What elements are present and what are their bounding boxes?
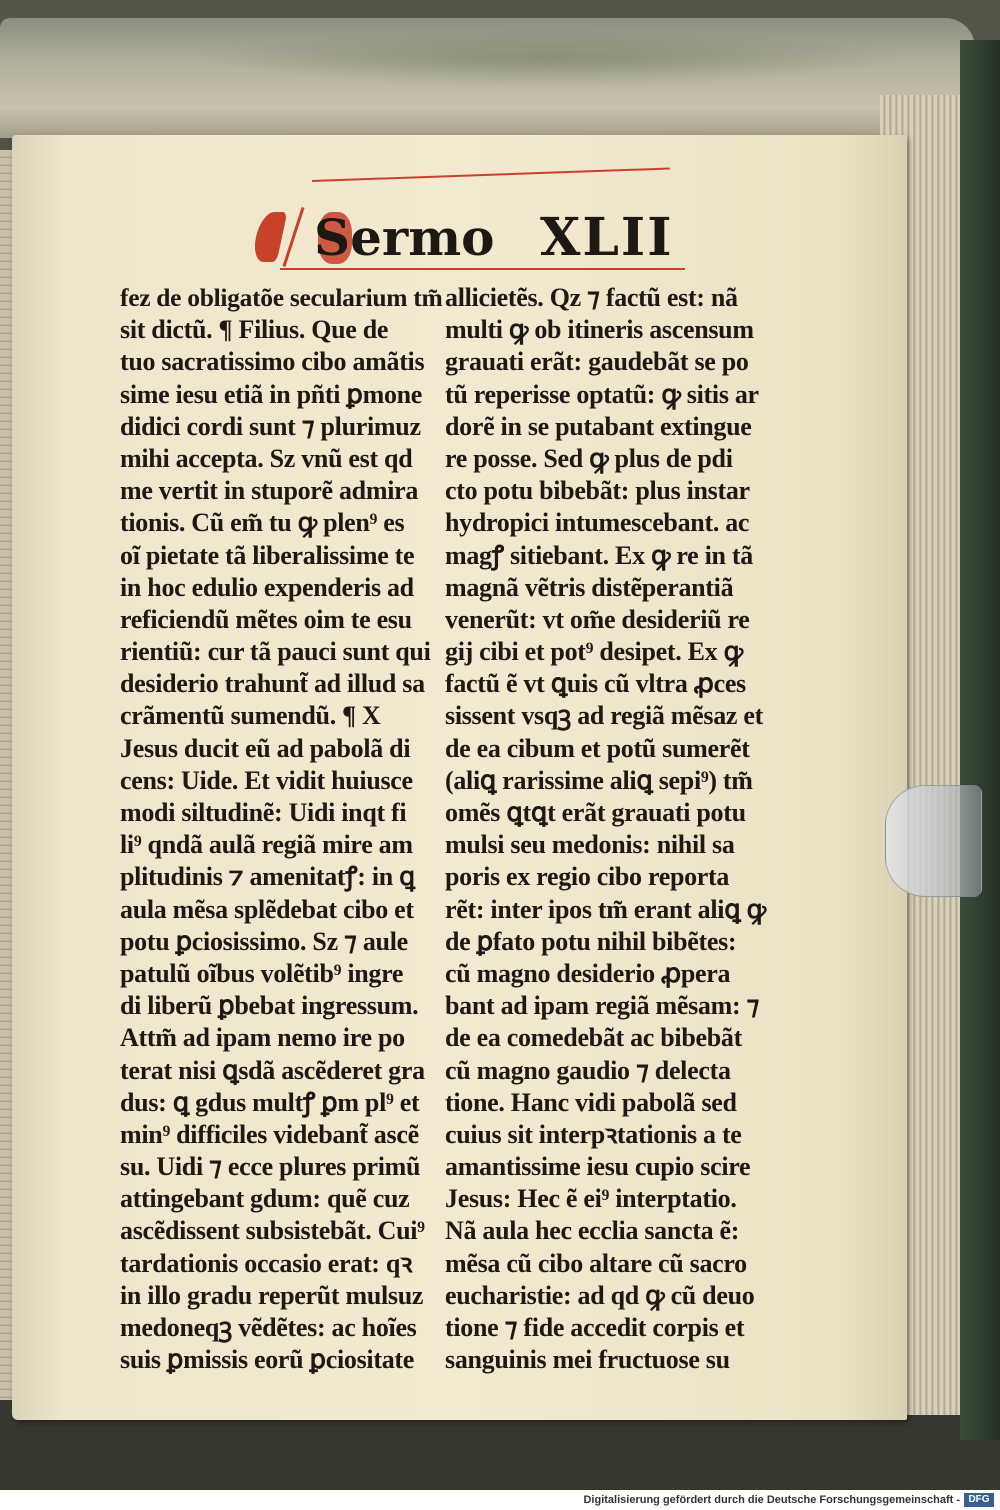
text-line: poris ex regio cibo reporta xyxy=(445,862,730,892)
text-line: rientiũ: cur tã pauci sunt qui xyxy=(120,637,431,667)
text-line: grauati erãt: gaudebãt se po xyxy=(445,347,749,377)
text-line: aula mẽsa splẽdebat cibo et xyxy=(120,894,414,924)
text-line: attingebant gdum: quẽ cuz xyxy=(120,1184,410,1214)
text-line: suis ꝑmissis eorũ ꝑciositate xyxy=(120,1345,414,1375)
text-line: allicietẽs. Qz ⁊ factũ est: nã xyxy=(445,283,738,312)
text-line: dus: ꝗ gdus multꝭ ꝑm pl⁹ et xyxy=(120,1087,420,1117)
text-line: oĩ pietate tã liberalissime te xyxy=(120,540,415,570)
text-line: fez de obligatõe secularium tm̃ xyxy=(120,283,443,312)
book-top-stain xyxy=(200,28,900,88)
running-head-numeral: XLII xyxy=(540,207,674,268)
cover-right-edge xyxy=(960,40,1000,1440)
text-line: li⁹ qndã aulã regiã mire am xyxy=(120,830,413,860)
rubric-line-bottom xyxy=(280,268,685,270)
text-line: (aliꝗ rarissime aliꝗ sepi⁹) tm̃ xyxy=(445,765,753,795)
text-line: plitudinis ⁊ amenitatꝭ: in ꝗ xyxy=(120,862,415,892)
text-line: mẽsa cũ cibo altare cũ sacro xyxy=(445,1248,747,1278)
footer-credit: Digitalisierung gefördert durch die Deutsche Forschungsgemeinschaft - xyxy=(583,1494,960,1506)
text-line: sissent vsqꝫ ad regiã mẽsaz et xyxy=(445,701,763,731)
text-line: amantissime iesu cupio scire xyxy=(445,1152,751,1182)
text-line: in hoc edulio expenderis ad xyxy=(120,572,414,602)
text-line: cũ magno desiderio ꝓpera xyxy=(445,958,731,988)
text-line: tuo sacratissimo cibo amãtis xyxy=(120,347,425,377)
text-line: Nã aula hec ecclia sancta ẽ: xyxy=(445,1216,740,1246)
text-line: hydropici intumescebant. ac xyxy=(445,508,750,538)
text-line: cuius sit interpꝛtationis a te xyxy=(445,1119,742,1149)
text-line: eucharistie: ad qd ꝙ cũ deuo xyxy=(445,1280,755,1310)
text-line: su. Uidi ⁊ ecce plures primũ xyxy=(120,1152,421,1182)
text-line: tionis. Cũ em̃ tu ꝙ plen⁹ es xyxy=(120,508,405,538)
text-line: tũ reperisse optatũ: ꝙ sitis ar xyxy=(445,379,759,409)
text-line: magꝭ sitiebant. Ex ꝙ re in tã xyxy=(445,540,753,570)
text-line: factũ ẽ vt ꝗuis cũ vltra ꝓces xyxy=(445,669,746,699)
text-line: gij cibi et pot⁹ desipet. Ex ꝙ xyxy=(445,637,743,667)
text-line: reficiendũ mẽtes oim te esu xyxy=(120,604,412,634)
text-column-left xyxy=(120,282,443,1376)
text-line: ascẽdissent subsistebãt. Cui⁹ xyxy=(120,1216,425,1246)
text-line: mihi accepta. Sz vnũ est qd xyxy=(120,443,413,473)
dfg-logo: DFG xyxy=(964,1493,994,1507)
page-clip xyxy=(885,785,982,897)
running-head-word: Sermo xyxy=(314,208,495,267)
text-line: tardationis occasio erat: qꝛ xyxy=(120,1248,413,1278)
text-line: cũ magno gaudio ⁊ delecta xyxy=(445,1055,731,1085)
footer-bar xyxy=(0,1490,1000,1510)
text-line: Attm̃ ad ipam nemo ire po xyxy=(120,1023,405,1053)
text-line: patulũ oĩbus volẽtib⁹ ingre xyxy=(120,958,404,988)
text-line: tione. Hanc vidi pabolã sed xyxy=(445,1087,737,1117)
text-line: min⁹ difficiles videbant̃ ascẽ xyxy=(120,1119,419,1149)
text-line: Jesus ducit eũ ad pabolã di xyxy=(120,733,411,763)
text-line: cto potu bibebãt: plus instar xyxy=(445,476,750,506)
text-line: tione ⁊ fide accedit corpis et xyxy=(445,1313,745,1342)
text-line: bant ad ipam regiã mẽsam: ⁊ xyxy=(445,991,760,1021)
text-line: didici cordi sunt ⁊ plurimuz xyxy=(120,411,421,441)
text-line: sit dictũ. ¶ Filius. Que de xyxy=(120,315,389,345)
text-line: terat nisi ꝗsdã ascẽderet gra xyxy=(120,1055,425,1085)
text-line: rẽt: inter ipos tm̃ erant aliꝗ ꝙ xyxy=(445,894,766,924)
text-line: modi siltudinẽ: Uidi inqt fi xyxy=(120,798,407,827)
text-line: sime iesu etiã in pñti ꝑmone xyxy=(120,379,423,409)
text-line: Jesus: Hec ẽ ei⁹ interptatio. xyxy=(445,1184,737,1214)
text-line: me vertit in stuporẽ admira xyxy=(120,476,419,506)
text-line: dorẽ in se putabant extingue xyxy=(445,411,752,441)
text-column-right xyxy=(445,282,765,1376)
text-line: sanguinis mei fructuose su xyxy=(445,1345,730,1375)
text-line: di liberũ ꝑbebat ingressum. xyxy=(120,991,419,1021)
text-line: venerũt: vt om̃e desideriũ re xyxy=(445,604,750,634)
text-line: de ꝑfato potu nihil bibẽtes: xyxy=(445,926,737,956)
text-line: medoneqꝫ vẽdẽtes: ac hoĩes xyxy=(120,1313,417,1342)
text-line: omẽs ꝗtꝗt erãt grauati potu xyxy=(445,798,746,827)
text-line: multi ꝙ ob itineris ascensum xyxy=(445,315,754,345)
text-line: de ea cibum et potũ sumerẽt xyxy=(445,733,750,763)
text-line: cens: Uide. Et vidit huiusce xyxy=(120,765,413,795)
text-line: desiderio trahunt̃ ad illud sa xyxy=(120,669,425,699)
text-line: re posse. Sed ꝙ plus de pdi xyxy=(445,443,733,473)
text-line: magnã vẽtris distẽperantiã xyxy=(445,572,734,602)
text-line: crãmentũ sumendũ. ¶ X xyxy=(120,701,381,731)
text-line: in illo gradu reperũt mulsuz xyxy=(120,1280,424,1310)
text-line: de ea comedebãt ac bibebãt xyxy=(445,1023,742,1053)
text-line: mulsi seu medonis: nihil sa xyxy=(445,830,735,860)
text-line: potu ꝑciosissimo. Sz ⁊ aule xyxy=(120,926,408,956)
